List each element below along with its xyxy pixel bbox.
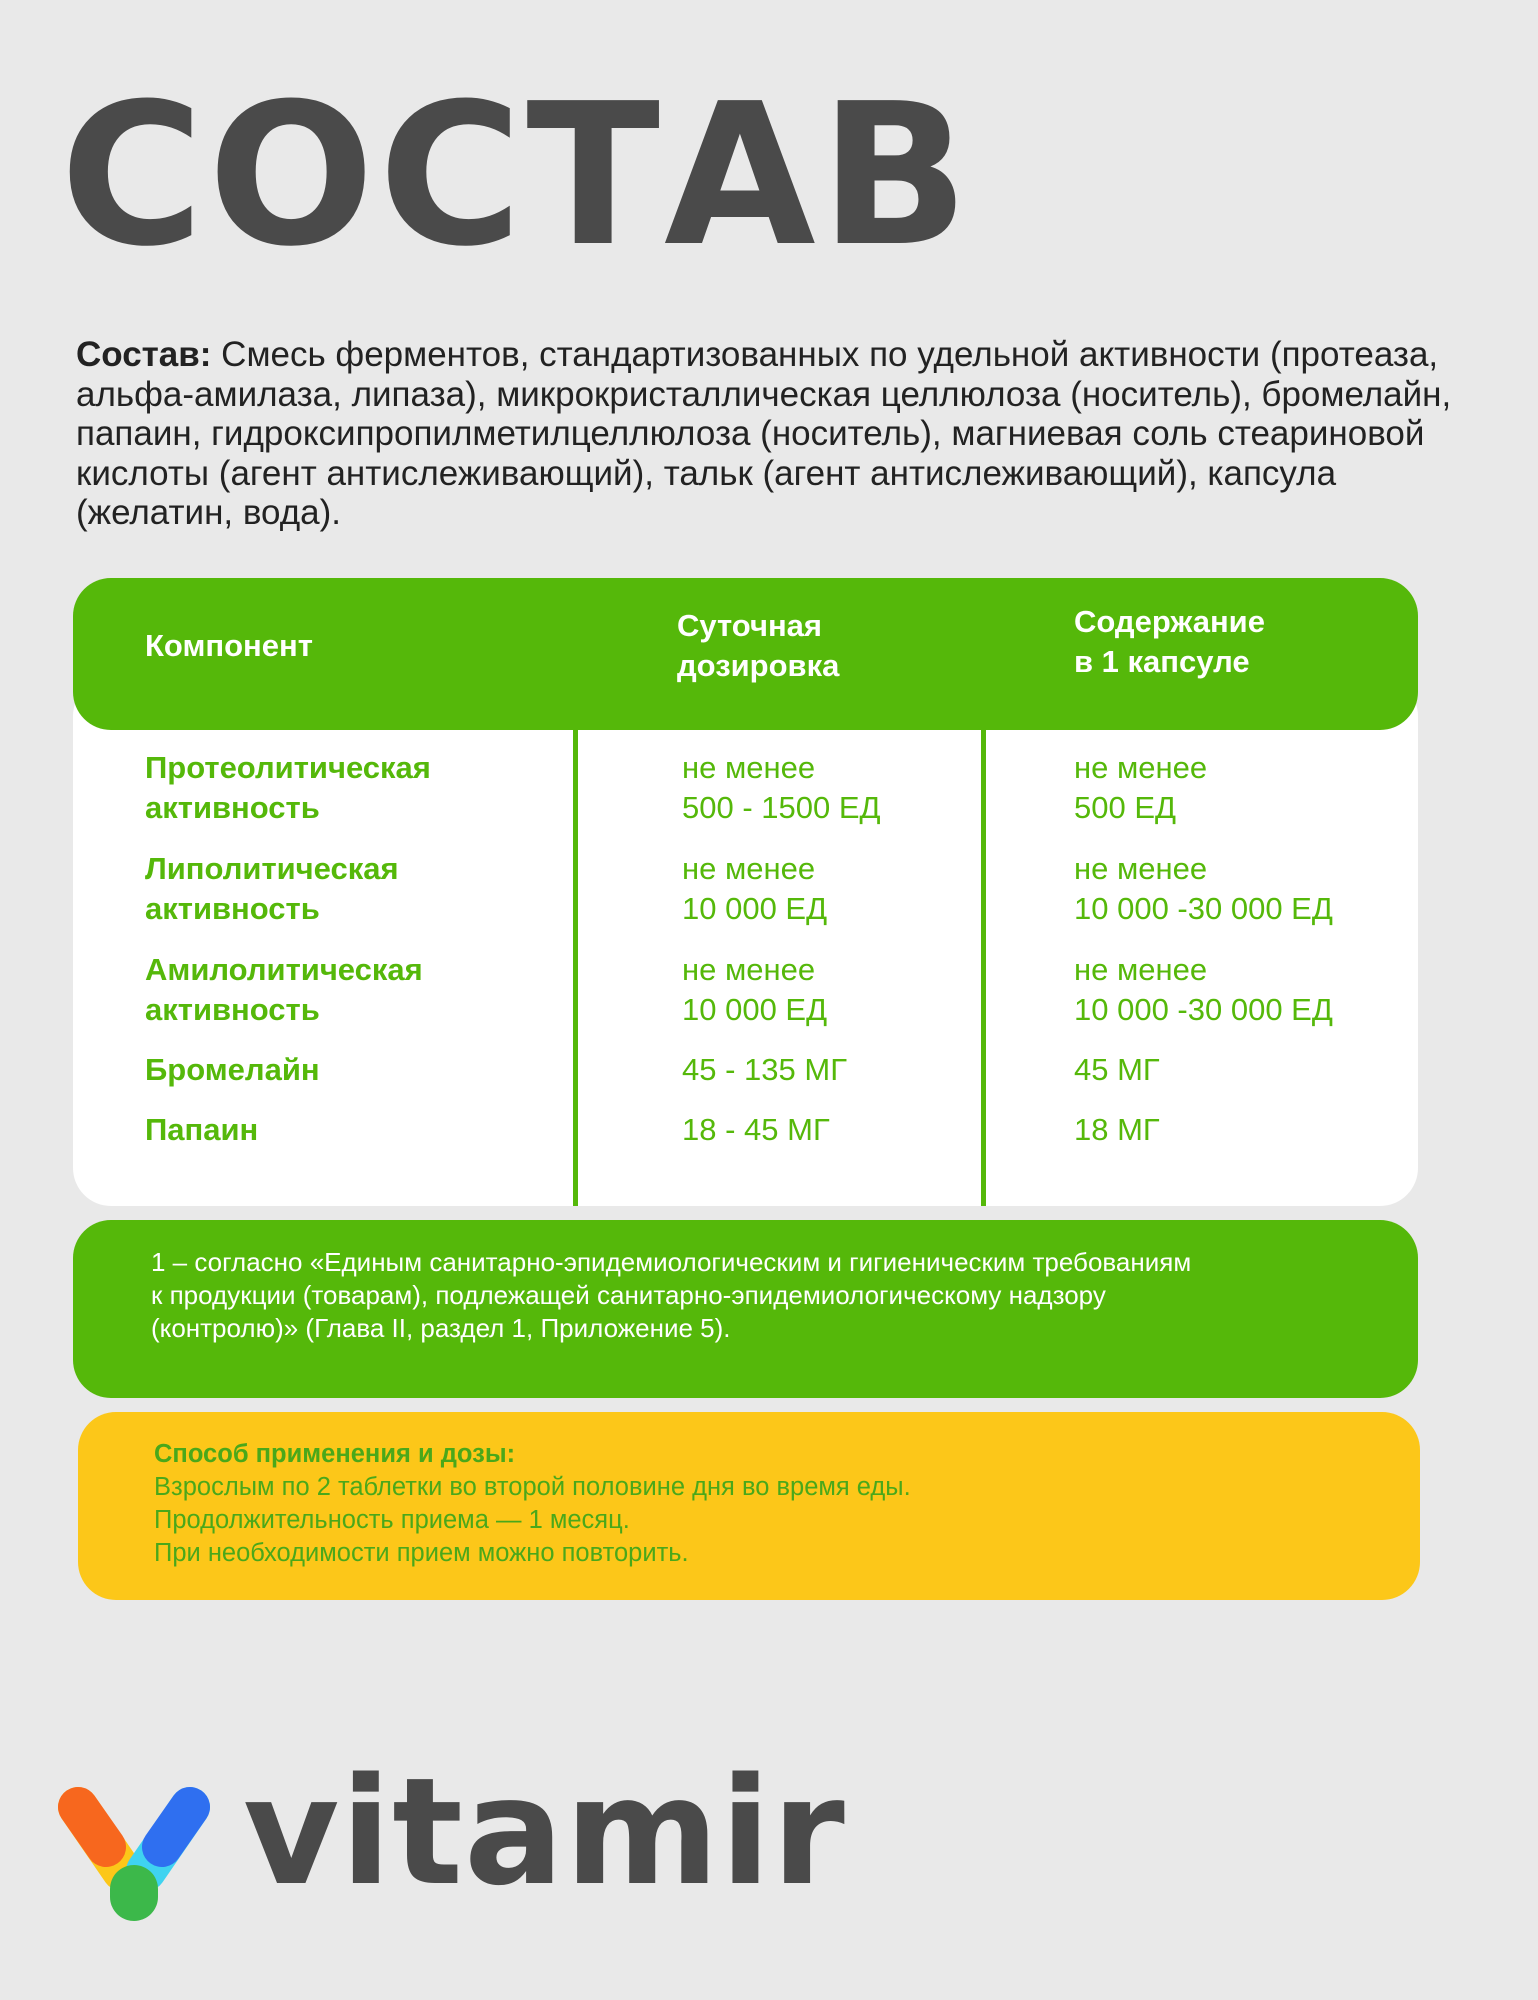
row-daily: не менее 10 000 ЕД [682, 851, 828, 926]
row-name: Бромелайн [145, 1052, 320, 1087]
row-daily: не менее 10 000 ЕД [682, 952, 828, 1027]
row-capsule: не менее 10 000 -30 000 ЕД [1074, 851, 1333, 926]
row-capsule: 45 МГ [1074, 1052, 1160, 1087]
brand-name: vitamir [243, 1746, 846, 1918]
row-daily: 18 - 45 МГ [682, 1112, 830, 1147]
row-capsule: не менее 500 ЕД [1074, 750, 1208, 825]
header-component: Компонент [145, 628, 313, 663]
vitamir-logo-icon [58, 1785, 210, 1925]
usage-box [78, 1412, 1420, 1600]
ingredients-table [73, 578, 1418, 1206]
row-capsule: не менее 10 000 -30 000 ЕД [1074, 952, 1333, 1027]
composition-text [76, 335, 1496, 533]
row-name: Протеолитическая активность [145, 750, 431, 825]
column-divider [573, 578, 578, 1206]
usage-text: Способ применения и дозы: Взрослым по 2 таблетки во второй половине дня во время еды. Продолжительность приема — 1 месяц. При необходимости прием можно повторить. [154, 1438, 1374, 1570]
row-daily: не менее 500 - 1500 ЕД [682, 750, 881, 825]
footnote-box [73, 1220, 1418, 1398]
row-name: Липолитическая активность [145, 851, 399, 926]
page-title: СОСТАВ [60, 62, 974, 290]
row-name: Амилолитическая активность [145, 952, 423, 1027]
row-capsule: 18 МГ [1074, 1112, 1160, 1147]
usage-heading: Способ применения и дозы: [154, 1440, 516, 1468]
row-name: Папаин [145, 1112, 259, 1147]
header-daily-dose: Суточная дозировка [677, 608, 840, 683]
column-divider [981, 578, 986, 1206]
row-daily: 45 - 135 МГ [682, 1052, 847, 1087]
footnote-text: 1 – согласно «Единым санитарно-эпидемиологическим и гигиеническим требованиям к продукции (товарам), подлежащей санитарно-эпидемиологическому надзору (контролю)» (Глава II, раздел 1, Приложение 5). [151, 1247, 1192, 1343]
composition-body: Смесь ферментов, стандартизованных по удельной активности (протеаза, альфа-амилаза, липаза), микрокристаллическая целлюлоза (носитель), бромелайн, папаин, гидроксипропилметилцеллюлоза (носитель), магниевая соль стеариновой кислоты (агент антислеживающий), тальк (агент антислеживающий), капсула (желатин, вода). [76, 335, 1452, 532]
header-per-capsule: Содержание в 1 капсуле [1074, 604, 1265, 679]
composition-label: Состав: [76, 335, 212, 374]
